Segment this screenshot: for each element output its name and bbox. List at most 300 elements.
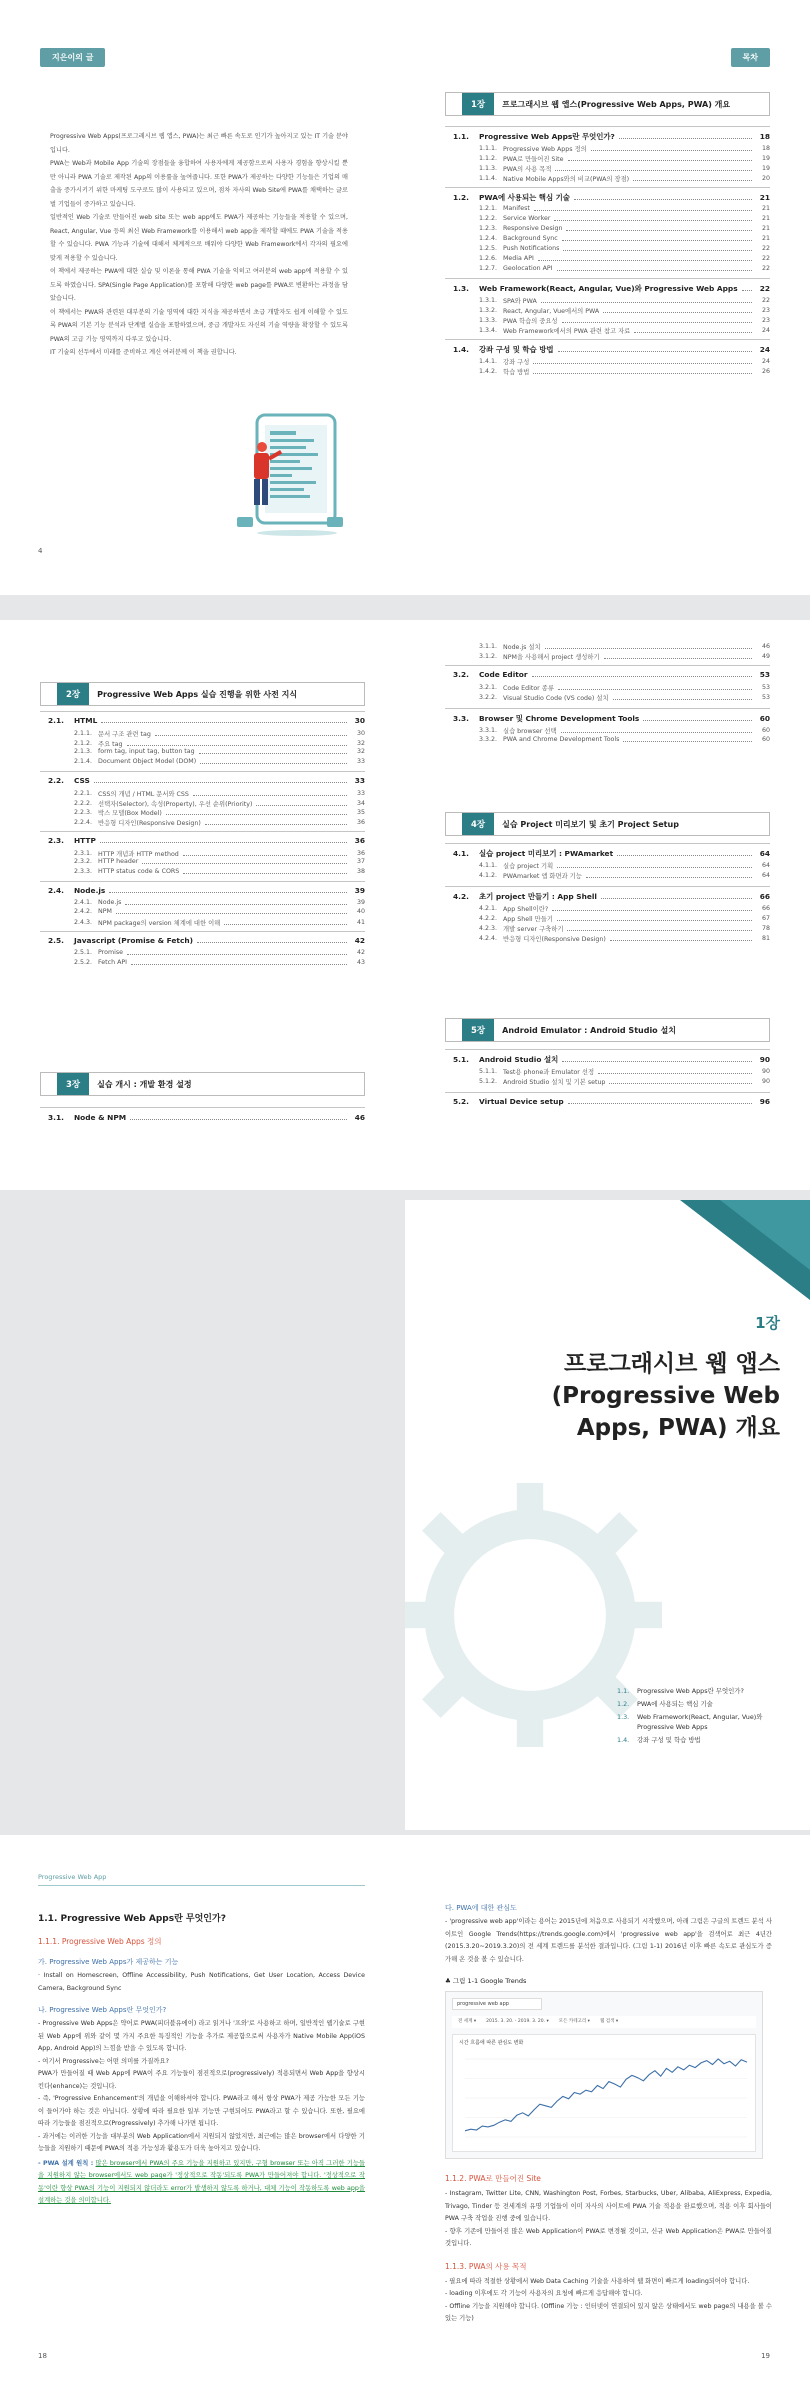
- toc-number: 4.2.2.: [479, 915, 498, 922]
- corner-accent: [680, 1200, 810, 1300]
- toc-title: React, Angular, Vue에서의 PWA: [503, 308, 600, 315]
- toc-page: 66: [761, 905, 770, 912]
- toc-page: 53: [761, 694, 770, 701]
- item-number: 1.3.: [617, 1713, 630, 1721]
- toc-subsection[interactable]: [74, 818, 365, 827]
- toc-section[interactable]: [453, 283, 770, 294]
- paragraph: IT 기술의 선두에서 미래를 준비하고 계신 여러분께 이 책을 권합니다.: [50, 349, 237, 356]
- paragraph: - 향후 기존에 만들어진 많은 Web Application이 PWA로 변경될 것이고, 신규 Web Application은 PWA로 만들어질 것입니다.: [445, 2227, 772, 2247]
- page-number: 19: [761, 2352, 770, 2360]
- toc-title: Background Sync: [503, 235, 558, 242]
- toc-section[interactable]: [48, 776, 365, 785]
- toc-number: 1.1.4.: [479, 175, 498, 182]
- toc-page: 33: [356, 789, 365, 797]
- toc-number: 3.3.1.: [479, 727, 498, 734]
- toc-number: 4.1.: [453, 849, 469, 858]
- toc-subsection[interactable]: [479, 265, 770, 272]
- toc-subsection[interactable]: [479, 357, 770, 366]
- toc-title: 반응형 디자인(Responsive Design): [98, 819, 201, 827]
- toc-section[interactable]: [453, 891, 770, 902]
- toc-number: 1.4.1.: [479, 358, 498, 365]
- toc-page: 38: [356, 868, 365, 875]
- page-body: [38, 1903, 365, 2208]
- chapter-contents-item[interactable]: [617, 1712, 792, 1732]
- design-principle-note: - PWA 설계 원칙 : 많은 browser에서 PWA의 주요 기능을 지원하고 있지만, 구형 browser 또는 아직 그러한 기능들을 지원하지 않는 browser에서도 web page가 '정상적으로 작동'되도록 PWA가 만들어져야 합니다. '정상적으로 작동'이란 향상 PWA의 기능이 지원되지 않더라도 error가 발생하지 않도록 하거나, 대체 기능이 작동하도록 web app을 설계하는 것을 의미합니다.: [38, 2159, 365, 2204]
- toc-page: 96: [759, 1097, 770, 1106]
- toc-title: NPM package의 version 체계에 대한 이해: [98, 920, 221, 928]
- developer-illustration: [232, 405, 362, 540]
- paragraph: 일반적인 Web 기술로 만들어진 web site 또는 web app에도 PWA가 제공하는 기능들을 적용할 수 있으며, React, Angular, Vue 등의 최신 Web Framework를 이용해서 web app을 제작할 때에도 PWA 기술을 적용할 수 있습니다. PWA 기능과 기술에 대해서 체계적으로 배워야 다양한 Web Framework에서 각자의 필요에 맞게 적용할 수 있습니다.: [50, 214, 348, 262]
- paragraph-heading: 나. Progressive Web Apps란 무엇인가?: [38, 2006, 167, 2014]
- paragraph: - loading 이후에도 각 기능이 사용자의 요청에 빠르게 응답해야 합니다.: [445, 2290, 643, 2297]
- toc-title: PWA로 만들어진 Site: [503, 156, 564, 163]
- chapter-title: 프로그래시브 웹 앱스 (Progressive Web Apps, PWA) 개요: [551, 1351, 780, 1441]
- trend-series-line: [465, 2059, 747, 2131]
- toc-title: HTML: [74, 716, 98, 725]
- chapter-3-banner: [40, 1072, 365, 1096]
- paragraph: - 즉, 'Progressive Enhancement'의 개념을 이해하셔야 합니다. PWA라고 해서 항상 PWA가 제공 가능한 모든 기능이 들어가야 하는 것은 아닙니다. 상황에 따라 필요한 일부 기능만 구현되어도 PWA라고 할 수 있습니다. 또한, 필요에 따라 기능들을 점진적으로(Progressively) 추가해 나가면 됩니다.: [38, 2095, 365, 2127]
- toc-number: 2.5.2.: [74, 958, 93, 966]
- toc-section[interactable]: [453, 670, 770, 679]
- chapter-contents-item[interactable]: [617, 1686, 792, 1696]
- toc-subsection[interactable]: [74, 729, 365, 738]
- toc-title: SPA와 PWA: [503, 298, 537, 305]
- toc-number: 1.3.2.: [479, 307, 498, 314]
- toc-subsection[interactable]: [74, 949, 365, 956]
- toc-subsection[interactable]: [479, 255, 770, 262]
- toc-section[interactable]: [48, 936, 365, 945]
- trends-card-title: 시간 흐름에 따른 관심도 변화: [459, 2040, 524, 2046]
- toc-title: PWA에 사용되는 핵심 기술: [479, 193, 570, 202]
- toc-number: 2.1.: [48, 716, 64, 725]
- toc-title: Native Mobile Apps와의 비교(PWA의 장점): [503, 176, 630, 183]
- divider: [445, 843, 770, 844]
- toc-subsection[interactable]: [74, 899, 365, 906]
- toc-title: Javascript (Promise & Fetch): [74, 935, 193, 945]
- toc-page: 64: [761, 862, 770, 869]
- toc-title: Web Framework에서의 PWA 관련 참고 자료: [503, 328, 631, 335]
- trends-search-bar: progressive web app: [452, 1998, 542, 2010]
- toc-number: 2.5.1.: [74, 948, 93, 956]
- divider: [40, 931, 365, 932]
- toc-number: 1.1.1.: [479, 145, 498, 152]
- toc-title: Node.js 설치: [503, 644, 541, 651]
- toc-subsection[interactable]: [74, 868, 365, 875]
- toc-subsection[interactable]: [479, 924, 770, 933]
- divider: [445, 187, 770, 188]
- running-header: Progressive Web App: [38, 1873, 107, 1881]
- toc-page: 30: [354, 716, 365, 725]
- page-toc-chapter3-5: [405, 620, 810, 1190]
- toc-title: Geolocation API: [503, 265, 553, 272]
- toc-page: 37: [356, 858, 365, 866]
- toc-number: 4.2.1.: [479, 905, 498, 912]
- toc-title: Test용 phone과 Emulator 선정: [503, 1069, 595, 1076]
- toc-number: 1.2.4.: [479, 235, 498, 242]
- toc-subsection[interactable]: [479, 225, 770, 232]
- chapter-number: 3장: [57, 1073, 89, 1095]
- toc-page: 23: [761, 307, 770, 314]
- trends-filter-region[interactable]: 전 세계 ▾: [458, 2019, 477, 2024]
- toc-page: 22: [761, 245, 770, 252]
- chapter-title: Android Emulator : Android Studio 설치: [502, 1025, 676, 1035]
- toc-page: 22: [761, 297, 770, 304]
- toc-number: 2.2.2.: [74, 799, 93, 807]
- toc-page: 21: [761, 235, 770, 242]
- trends-filter-category[interactable]: 모든 카테고리 ▾: [558, 2019, 590, 2024]
- page-chapter-1-opener: [405, 1200, 810, 1830]
- trends-filter-period[interactable]: 2015. 3. 20. - 2019. 3. 20. ▾: [486, 2019, 549, 2024]
- item-number: 1.2.: [617, 1700, 630, 1708]
- toc-number: 3.1.2.: [479, 653, 498, 660]
- toc-title: Push Notifications: [503, 245, 560, 252]
- chapter-number: 4장: [462, 813, 494, 835]
- toc-subsection[interactable]: [479, 235, 770, 242]
- divider: [40, 881, 365, 882]
- toc-title: 강좌 구성 및 학습 방법: [479, 345, 554, 354]
- toc-title: PWA and Chrome Development Tools: [503, 736, 620, 743]
- toc-page: 22: [761, 255, 770, 262]
- toc-subsection[interactable]: [479, 726, 770, 735]
- page-number: 18: [38, 2352, 47, 2360]
- toc-section[interactable]: [48, 836, 365, 845]
- paragraph: - 필요에 따라 적절한 상황에서 Web Data Caching 기술을 사용하여 웹 화면이 빠르게 loading되어야 합니다.: [445, 2277, 750, 2285]
- toc-subsection[interactable]: [479, 144, 770, 153]
- divider: [445, 665, 770, 666]
- toc-number: 1.3.3.: [479, 317, 498, 324]
- toc-section[interactable]: [453, 713, 770, 724]
- toc-subsection[interactable]: [479, 174, 770, 183]
- toc-subsection[interactable]: [74, 918, 365, 927]
- toc-title: Code Editor 종류: [503, 685, 554, 692]
- toc-page: 90: [761, 1078, 770, 1085]
- toc-page: 21: [761, 205, 770, 212]
- toc-subsection[interactable]: [74, 849, 365, 858]
- toc-number: 3.2.1.: [479, 684, 498, 691]
- toc-title: Progressive Web Apps란 무엇인가?: [479, 132, 615, 141]
- toc-number: 1.4.: [453, 345, 469, 354]
- toc-subsection[interactable]: [74, 799, 365, 808]
- toc-subsection[interactable]: [479, 367, 770, 376]
- toc-number: 2.2.1.: [74, 789, 93, 797]
- toc-page: 24: [759, 345, 770, 354]
- toc-subsection[interactable]: [479, 861, 770, 870]
- paragraph: - Instagram, Twitter Lite, CNN, Washington Post, Forbes, Starbucks, Uber, Alibaba, AliExpress, Expedia, Trivago, Tinder 등 전세계의 유명 기업들이 이미 자사의 사이트에 PWA 기술 적용을 완료했으며, 적용 이후 회사들이 PWA 구축 작업을 진행 중에 있습니다.: [445, 2190, 772, 2222]
- page-header-tab: 목차: [731, 48, 770, 67]
- toc-section[interactable]: [453, 131, 770, 142]
- toc-number: 2.1.4.: [74, 758, 93, 766]
- toc-page: 46: [761, 643, 770, 650]
- paragraph-heading: 다. PWA에 대한 관심도: [445, 1904, 517, 1912]
- toc-page: 30: [356, 730, 365, 737]
- toc-number: 2.1.3.: [74, 748, 93, 756]
- toc-number: 1.3.4.: [479, 327, 498, 334]
- preface-text: [50, 130, 348, 360]
- toc-page: 35: [356, 809, 365, 817]
- chapter-contents-item[interactable]: [617, 1699, 792, 1709]
- paragraph: 이 책에서 제공하는 PWA에 대한 실습 및 이론을 통해 PWA 기술을 익히고 여러분의 web app에 적용할 수 있도록 하였습니다. SPA(Single Page Application)를 포함해 다양한 web page를 PWA로 변환하는 과정을 담았습니다.: [50, 268, 348, 302]
- toc-subsection[interactable]: [479, 316, 770, 325]
- toc-number: 2.2.4.: [74, 818, 93, 826]
- toc-number: 3.2.: [453, 670, 469, 679]
- toc-subsection[interactable]: [479, 914, 770, 923]
- toc-number: 1.1.3.: [479, 165, 498, 172]
- toc-subsection[interactable]: [479, 693, 770, 702]
- toc-number: 2.1.2.: [74, 739, 93, 747]
- toc-page: 42: [356, 948, 365, 956]
- divider: [445, 1092, 770, 1093]
- toc-subsection[interactable]: [479, 296, 770, 305]
- page-toc-chapter1: [405, 0, 810, 595]
- toc-title: HTTP 개념과 HTTP method: [98, 850, 179, 858]
- toc-number: 2.3.: [48, 835, 64, 845]
- toc-page: 81: [761, 935, 770, 942]
- toc-page: 21: [759, 193, 770, 202]
- toc-title: 실습 browser 선택: [503, 728, 557, 735]
- chapter-5-banner: [445, 1018, 770, 1042]
- toc-number: 1.3.: [453, 284, 469, 293]
- item-title: Progressive Web Apps란 무엇인가?: [637, 1687, 744, 1695]
- paragraph: 이 책에서는 PWA와 관련된 대부분의 기술 영역에 대한 지식을 제공하면서 초급 개발자도 쉽게 이해할 수 있도록 PWA의 기본 기능 분석과 단계별 실습을 포함하였으며, 중급 개발자도 자신의 기술 역량을 확장할 수 있도록 PWA의 고급 기능 영역까지 다루고 있습니다.: [50, 308, 348, 343]
- toc-page: 90: [761, 1068, 770, 1075]
- toc-number: 1.2.5.: [479, 245, 498, 252]
- toc-section[interactable]: [453, 848, 770, 859]
- toc-title: Android Studio 설치: [479, 1055, 559, 1064]
- subsection-heading: 1.1.1. Progressive Web Apps 정의: [38, 1937, 162, 1946]
- toc-number: 1.4.2.: [479, 368, 498, 375]
- toc-title: NPM: [98, 908, 112, 916]
- toc-section[interactable]: [453, 1054, 770, 1065]
- toc-title: PWAmarket 앱 화면과 기능: [503, 873, 582, 880]
- chapter-title: 실습 개시 : 개발 환경 설정: [97, 1079, 192, 1089]
- trends-card: [452, 2034, 756, 2152]
- divider: [40, 711, 365, 712]
- divider: [445, 1049, 770, 1050]
- toc-title: 문서 구조 관련 tag: [98, 731, 151, 738]
- figure-caption: ♣ 그림 1-1 Google Trends: [445, 1977, 527, 1985]
- paragraph-group: [445, 2276, 772, 2326]
- toc-title: Browser 및 Chrome Development Tools: [479, 714, 640, 723]
- chapter-contents-list: [617, 1686, 792, 1748]
- paragraph: - 'progressive web app'이라는 용어는 2015년에 처음으로 사용되기 시작했으며, 아래 그림은 구글의 트렌드 분석 사이트인 Google Trends(https://trends.google.com)에서 'progressive web app'을 검색어로 최근 4년간(2015.3.20~2019.3.20)의 전 세계 트렌드를 분석한 결과입니다. (그림 1-1) 2016년 이후 빠른 속도로 관심도가 증가해 온 것을 볼 수 있습니다.: [445, 1918, 772, 1963]
- toc-number: 1.2.: [453, 193, 469, 202]
- toc-title: Virtual Device setup: [479, 1097, 564, 1106]
- item-number: 1.4.: [617, 1736, 630, 1744]
- toc-page: 41: [356, 919, 365, 927]
- paragraph: Progressive Web Apps(프로그레시브 웹 앱스, PWA)는 최근 빠른 속도로 인기가 높아지고 있는 IT 기술 분야입니다.: [50, 133, 348, 154]
- toc-subsection[interactable]: [479, 736, 770, 743]
- toc-number: 2.4.1.: [74, 898, 93, 906]
- toc-page: 78: [761, 925, 770, 932]
- toc-page: 60: [761, 736, 770, 743]
- trends-filter-source[interactable]: 웹 검색 ▾: [599, 2019, 619, 2024]
- toc-subsection[interactable]: [74, 758, 365, 765]
- toc-subsection[interactable]: [479, 1077, 770, 1086]
- toc-number: 3.3.: [453, 714, 469, 723]
- toc-page: 36: [356, 849, 365, 857]
- toc-number: 2.4.2.: [74, 908, 93, 916]
- toc-subsection[interactable]: [74, 858, 365, 865]
- chapter-number: 5장: [462, 1019, 494, 1041]
- toc-number: 1.2.7.: [479, 265, 498, 272]
- toc-subsection[interactable]: [479, 652, 770, 661]
- page-19: [405, 1835, 810, 2388]
- google-trends-figure: [445, 1991, 763, 2159]
- item-title: Web Framework(React, Angular, Vue)와 Progressive Web Apps: [637, 1713, 763, 1731]
- toc-number: 2.1.1.: [74, 730, 93, 737]
- toc-number: 4.2.: [453, 892, 469, 901]
- toc-title: HTTP status code & CORS: [98, 868, 180, 875]
- toc-title: 실습 project 미리보기 : PWAmarket: [479, 849, 614, 858]
- paragraph: - 여기서 Progressive는 어떤 의미를 가질까요?: [38, 2057, 169, 2065]
- toc-subsection[interactable]: [479, 306, 770, 315]
- toc-title: 실습 project 기획: [503, 863, 554, 870]
- toc-title: Document Object Model (DOM): [98, 758, 197, 766]
- subsection-heading: 1.1.3. PWA의 사용 목적: [445, 2261, 527, 2271]
- toc-number: 1.2.6.: [479, 255, 498, 262]
- toc-subsection[interactable]: [479, 326, 770, 335]
- toc-title: 강좌 구성: [503, 359, 530, 366]
- toc-subsection[interactable]: [479, 205, 770, 212]
- toc-section[interactable]: [453, 344, 770, 355]
- toc-page: 19: [761, 155, 770, 162]
- chapter-title: Progressive Web Apps 실습 진행을 위한 사전 지식: [97, 689, 298, 699]
- toc-number: 2.2.3.: [74, 809, 93, 817]
- toc-page: 90: [759, 1055, 770, 1064]
- trends-filter-bar: [452, 2016, 756, 2028]
- toc-subsection[interactable]: [74, 789, 365, 798]
- chapter-4-banner: [445, 812, 770, 836]
- toc-number: 1.2.2.: [479, 215, 498, 222]
- toc-page: 36: [354, 835, 365, 845]
- toc-title: HTTP header: [98, 858, 139, 866]
- toc-subsection[interactable]: [479, 934, 770, 943]
- toc-page: 22: [761, 265, 770, 272]
- toc-subsection[interactable]: [479, 154, 770, 163]
- divider: [40, 1107, 365, 1108]
- toc-title: Promise: [98, 948, 124, 956]
- toc-subsection[interactable]: [479, 871, 770, 880]
- chapter-contents-item[interactable]: [617, 1735, 792, 1745]
- toc-page: 33: [354, 775, 365, 785]
- trends-line-chart: [461, 2053, 751, 2145]
- toc-title: 반응형 디자인(Responsive Design): [503, 936, 606, 943]
- paragraph-group: [445, 2188, 772, 2251]
- toc-page: 53: [761, 684, 770, 691]
- toc-number: 2.4.: [48, 885, 64, 895]
- toc-section[interactable]: [453, 1097, 770, 1106]
- toc-page: 32: [356, 748, 365, 756]
- toc-page: 42: [354, 935, 365, 945]
- toc-title: CSS: [74, 775, 90, 785]
- toc-section[interactable]: [48, 716, 365, 725]
- toc-title: Responsive Design: [503, 225, 563, 232]
- toc-number: 2.3.3.: [74, 868, 93, 875]
- toc-page: 33: [356, 758, 365, 766]
- toc-title: HTTP: [74, 835, 96, 845]
- toc-page: 21: [761, 215, 770, 222]
- toc-section[interactable]: [48, 886, 365, 895]
- page-header-tab: 지은이의 글: [40, 48, 105, 67]
- toc-subsection[interactable]: [479, 1067, 770, 1076]
- toc-title: 주요 tag: [98, 740, 123, 748]
- toc-subsection[interactable]: [74, 908, 365, 915]
- divider: [40, 831, 365, 832]
- toc-title: CSS의 개념 / HTML 문서와 CSS: [98, 790, 189, 798]
- toc-number: 2.2.: [48, 775, 64, 785]
- paragraph-heading: 가. Progressive Web Apps가 제공하는 기능: [38, 1958, 179, 1966]
- paragraph: PWA가 만들어질 때 Web App에 PWA이 주요 기능들이 점진적으로(progressively) 적용되면서 Web App을 향상시킨다(enhance)는 것입니다.: [38, 2070, 365, 2090]
- toc-number: 4.2.3.: [479, 925, 498, 932]
- toc-page: 43: [356, 958, 365, 966]
- section-heading: 1.1. Progressive Web Apps란 무엇인가?: [38, 1914, 226, 1924]
- toc-section[interactable]: [453, 192, 770, 203]
- toc-title: form tag, input tag, button tag: [98, 748, 195, 756]
- toc-subsection[interactable]: [74, 808, 365, 817]
- item-title: 강좌 구성 및 학습 방법: [637, 1736, 701, 1744]
- paragraph: - Offline 기능을 지원해야 합니다. (Offline 기능 : 인터넷이 연결되어 있지 않은 상태에서도 web page의 내용을 볼 수 있는 기능): [445, 2302, 772, 2322]
- chapter-title: 실습 Project 미리보기 및 초기 Project Setup: [502, 819, 679, 829]
- toc-number: 2.3.2.: [74, 858, 93, 866]
- toc-page: 39: [354, 885, 365, 895]
- chapter-title: 프로그래시브 웹 앱스(Progressive Web Apps, PWA) 개요: [502, 99, 731, 109]
- toc-subsection[interactable]: [479, 245, 770, 252]
- toc-page: 26: [761, 368, 770, 375]
- toc-title: 초기 project 만들기 : App Shell: [479, 892, 597, 901]
- toc-title: Fetch API: [98, 958, 128, 966]
- toc-subsection[interactable]: [479, 164, 770, 173]
- paragraph: - 과거에는 이러한 기능을 대부분의 Web Application에서 지원되지 않았지만, 최근에는 많은 browser에서 다양한 기능들을 지원하기 때문에 PWA의 적용 가능성과 활용도가 더욱 높아지고 있습니다.: [38, 2132, 365, 2152]
- toc-page: 32: [356, 739, 365, 747]
- toc-page: 60: [761, 727, 770, 734]
- toc-number: 3.1.1.: [479, 643, 498, 650]
- toc-page: 19: [761, 165, 770, 172]
- toc-title: Progressive Web Apps 정의: [503, 146, 587, 153]
- toc-subsection[interactable]: [74, 959, 365, 966]
- toc-number: 4.2.4.: [479, 935, 498, 942]
- toc-page: 53: [759, 670, 770, 679]
- toc-title: PWA의 사용 목적: [503, 166, 552, 173]
- toc-subsection[interactable]: [74, 739, 365, 748]
- toc-page: 21: [761, 225, 770, 232]
- toc-page: 64: [761, 872, 770, 879]
- toc-page: 60: [759, 714, 770, 723]
- toc-subsection[interactable]: [479, 904, 770, 913]
- toc-subsection[interactable]: [74, 748, 365, 755]
- toc-section[interactable]: 3.1. Node & NPM 46: [48, 1113, 365, 1122]
- toc-number: 1.3.1.: [479, 297, 498, 304]
- toc-subsection[interactable]: [479, 215, 770, 222]
- toc-page: 18: [761, 145, 770, 152]
- item-title: PWA에 사용되는 핵심 기술: [637, 1700, 713, 1708]
- toc-number: 3.3.2.: [479, 736, 498, 743]
- divider: [445, 339, 770, 340]
- toc-title: Service Worker: [503, 215, 551, 222]
- toc-page: 64: [759, 849, 770, 858]
- toc-subsection[interactable]: [479, 683, 770, 692]
- chapter-label: 1장: [755, 1314, 780, 1332]
- toc-subsection[interactable]: [479, 642, 770, 651]
- toc-title: 학습 방법: [503, 369, 530, 376]
- toc-number: 5.1.2.: [479, 1078, 498, 1085]
- toc-page: 22: [759, 284, 770, 293]
- chapter-number: 1장: [462, 93, 494, 115]
- toc-number: 5.1.1.: [479, 1068, 498, 1075]
- toc-title: Media API: [503, 255, 534, 262]
- chapter-2-banner: [40, 682, 365, 706]
- divider: [445, 278, 770, 279]
- toc-number: 1.1.2.: [479, 155, 498, 162]
